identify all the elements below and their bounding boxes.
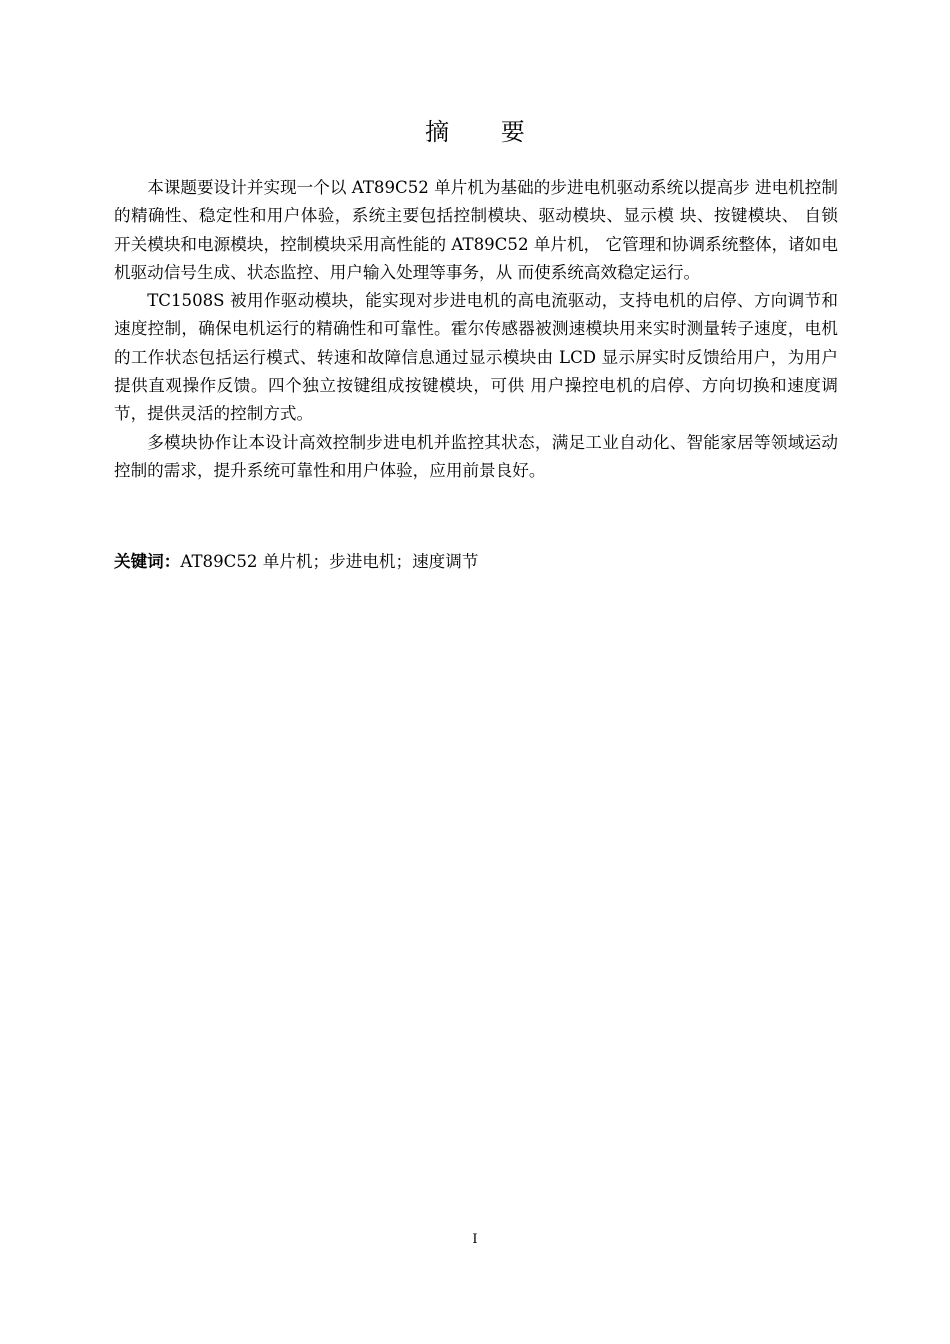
abstract-paragraph-2: TC1508S 被用作驱动模块，能实现对步进电机的高电流驱动，支持电机的启停、方向调节和速度控制，确保电机运行的精确性和可靠性。霍尔传感器被测速模块用来实时测量转子速度，电机的工作状态包括运行模式、转速和故障信息通过显示模块由 LCD 显示屏实时反馈给用户，为用户提供直观操作反馈。四个独立按键组成按键模块，可供 用户操控电机的启停、方向切换和速度调节，提供灵活的控制方式。 [114, 291, 838, 424]
keywords-line [114, 548, 838, 576]
abstract-paragraph-3: 多模块协作让本设计高效控制步进电机并监控其状态，满足工业自动化、智能家居等领域运动控制的需求，提升系统可靠性和用户体验，应用前景良好。 [114, 432, 838, 480]
keywords-text: AT89C52 单片机；步进电机；速度调节 [180, 552, 479, 571]
page-title: 摘 要 [425, 118, 547, 146]
abstract-body [114, 174, 838, 485]
abstract-paragraph-1: 本课题要设计并实现一个以 AT89C52 单片机为基础的步进电机驱动系统以提高步 进电机控制的精确性、稳定性和用户体验，系统主要包括控制模块、驱动模块、显示模 块、按键模块、 自锁开关模块和电源模块，控制模块采用高性能的 AT89C52 单片机， 它管理和协调系统整体，诸如电机驱动信号生成、状态监控、用户输入处理等事务，从 而使系统高效稳定运行。 [114, 178, 838, 282]
page-number: I [472, 1232, 478, 1247]
keywords-label: 关键词： [114, 552, 181, 571]
